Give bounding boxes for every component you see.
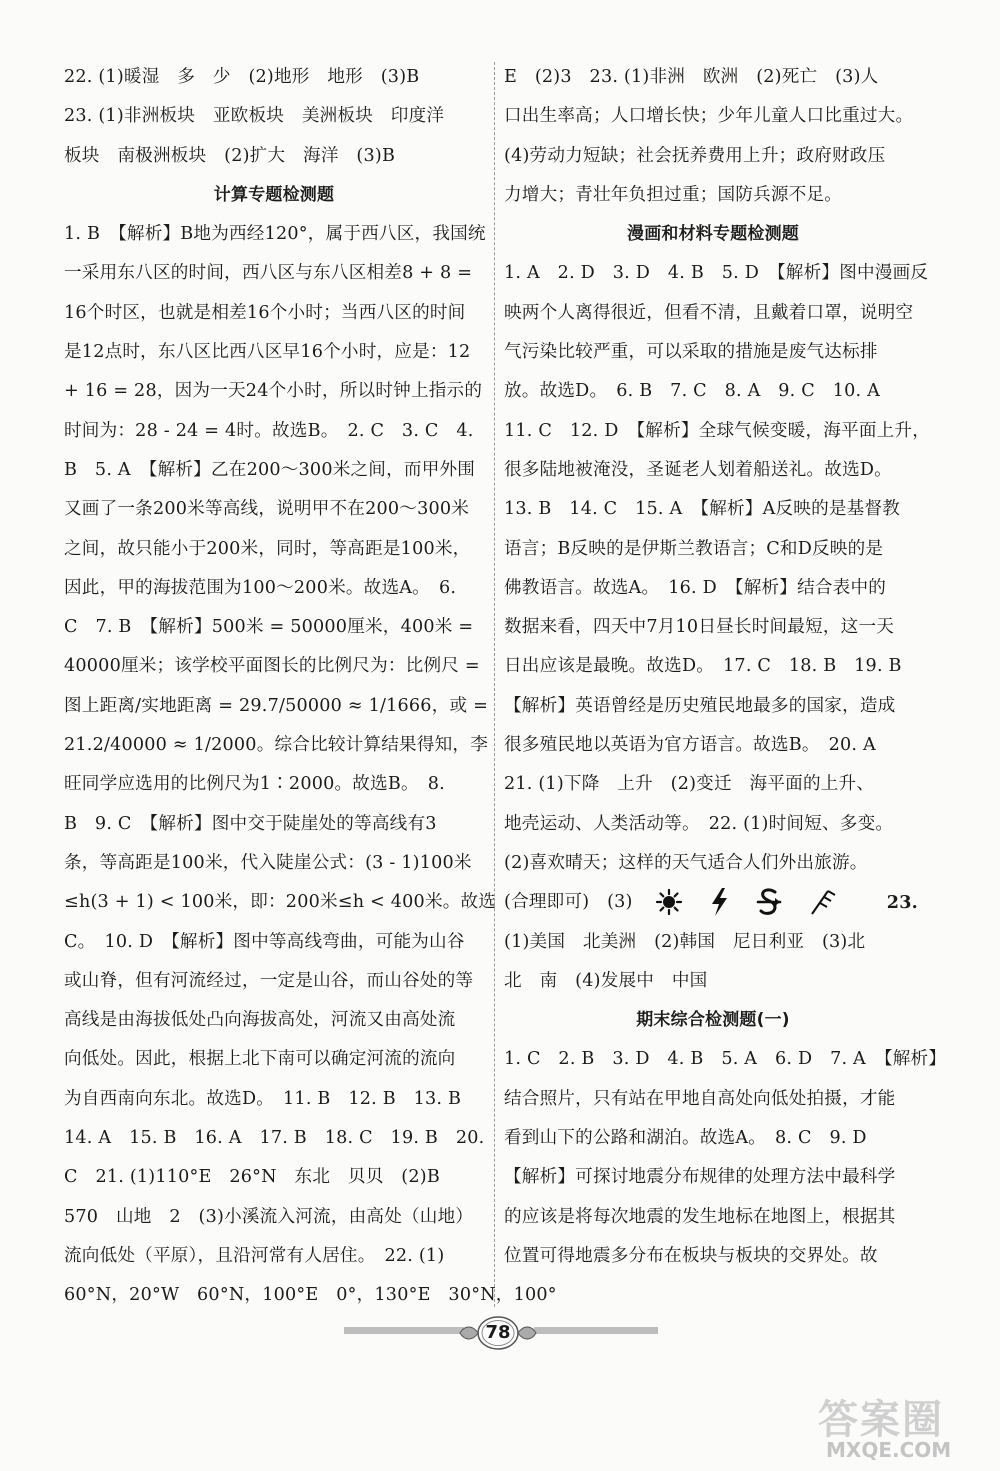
watermark-logo: 答案圈 (818, 1397, 944, 1443)
watermark-url: MXQE.COM (826, 1438, 952, 1462)
text-line: 放。故选D。 6. B 7. C 8. A 9. C 10. A (504, 381, 880, 402)
column-divider (494, 62, 495, 1307)
text-line: 又画了一条200米等高线，说明甲不在200～300米 (64, 499, 470, 520)
weather-symbols-line (504, 883, 922, 922)
text-line: E (2)3 23. (1)非洲 欧洲 (2)死亡 (3)人 (504, 67, 879, 87)
text-line: (2)喜欢晴天；这样的天气适合人们外出旅游。 (504, 852, 868, 873)
text-line: 北 南 (4)发展中 中国 (504, 970, 708, 991)
sandstorm-icon (756, 887, 782, 917)
footer-bar-left (344, 1327, 464, 1334)
text-line: 很多殖民地以英语为官方语言。故选B。 20. A (504, 735, 876, 756)
text-line: 很多陆地被淹没，圣诞老人划着船送礼。故选D。 (504, 459, 892, 480)
text-line: 是12点时，东八区比西八区早16个小时，应是：12 (64, 342, 471, 363)
text-line: 或山脊，但有河流经过，一定是山谷，而山谷处的等 (64, 970, 474, 991)
text-line: 570 山地 2 (3)小溪流入河流，由高处（山地） (64, 1206, 474, 1227)
text-line: 位置可得地震多分布在板块与板块的交界处。故 (504, 1245, 878, 1266)
text-line: C 21. (1)110°E 26°N 东北 贝贝 (2)B (64, 1167, 440, 1188)
left-column (64, 58, 557, 1316)
text-line: 板块 南极洲板块 (2)扩大 海洋 (3)B (64, 145, 396, 166)
text-line: 地壳运动、人类活动等。 22. (1)时间短、多变。 (504, 813, 894, 834)
page-number: 78 (485, 1322, 511, 1343)
weather-symbols (656, 887, 836, 917)
text-line: ≤h(3 + 1) < 100米，即：200米≤h < 400米。故选 (64, 892, 497, 913)
watermark (818, 1388, 988, 1468)
text-line: + 16 = 28，因为一天24个小时，所以时钟上指示的 (64, 381, 483, 402)
wind-level-icon (808, 888, 836, 916)
text-line: 高线是由海拔低处凸向海拔高处，河流又由高处流 (64, 1010, 456, 1031)
footer-bar-right (534, 1327, 658, 1334)
text-line: 21. (1)下降 上升 (2)变迁 海平面的上升、 (504, 774, 875, 795)
text-line: 1. A 2. D 3. D 4. B 5. D 【解析】图中漫画反 (504, 263, 929, 284)
text-line: 向低处。因此，根据上北下南可以确定河流的流向 (64, 1049, 456, 1070)
text-line: 1. B 【解析】B地为西经120°，属于西八区，我国统 (64, 224, 486, 245)
question-number: 23. (886, 892, 918, 914)
text-line: C。 10. D 【解析】图中等高线弯曲，可能为山谷 (64, 931, 465, 952)
text-line: 气污染比较严重，可以采取的措施是废气达标排 (504, 342, 878, 363)
text-line: (4)劳动力短缺；社会抚养费用上升；政府财政压 (504, 145, 886, 166)
text-line: 【解析】英语曾经是历史殖民地最多的国家，造成 (504, 695, 896, 716)
text-line: 条，等高距是100米，代入陡崖公式：(3 - 1)100米 (64, 852, 472, 873)
text-line: 14. A 15. B 16. A 17. B 18. C 19. B 20. (64, 1128, 485, 1149)
text-line: 11. C 12. D 【解析】全球气候变暖，海平面上升， (504, 420, 930, 441)
section-heading-final-exam-1: 期末综合检测题(一) (636, 1010, 790, 1031)
right-column (504, 58, 947, 1276)
section-heading-calculation: 计算专题检测题 (213, 184, 335, 205)
text-line: 看到山下的公路和湖泊。故选A。 8. C 9. D (504, 1128, 867, 1149)
text-line: 13. B 14. C 15. A 【解析】A反映的是基督教 (504, 499, 901, 520)
text-line: C 7. B 【解析】500米 = 50000厘米，400米 = (64, 617, 474, 638)
text-line: 1. C 2. B 3. D 4. B 5. A 6. D 7. A 【解析】 (504, 1049, 947, 1070)
sunny-icon (656, 889, 682, 915)
text-line: 流向低处（平原），且沿河常有人居住。 22. (1) (64, 1245, 445, 1266)
text-line: 为自西南向东北。故选D。 11. B 12. B 13. B (64, 1088, 462, 1109)
page-number-badge (458, 1314, 538, 1352)
text-line: 21.2/40000 ≈ 1/2000。综合比较计算结果得知，李 (64, 735, 489, 756)
text-line: 因此，甲的海拔范围为100～200米。故选A。 6. (64, 577, 457, 598)
text-line: 16个时区，也就是相差16个小时；当西八区的时间 (64, 302, 466, 323)
text-line: (1)美国 北美洲 (2)韩国 尼日利亚 (3)北 (504, 931, 866, 952)
text-line: 旺同学应选用的比例尺为1∶2000。故选B。 8. (64, 774, 445, 795)
text-line: 语言；B反映的是伊斯兰教语言；C和D反映的是 (504, 538, 884, 559)
text-line: 40000厘米；该学校平面图长的比例尺为：比例尺 = (64, 656, 480, 677)
text-line: 22. (1)暖湿 多 少 (2)地形 地形 (3)B (64, 67, 420, 87)
text-line: 【解析】可探讨地震分布规律的处理方法中最科学 (504, 1167, 896, 1188)
text-line: 日出应该是最晚。故选D。 17. C 18. B 19. B (504, 656, 902, 677)
page-footer (0, 1314, 1000, 1354)
text-line: 佛教语言。故选A。 16. D 【解析】结合表中的 (504, 577, 887, 598)
thunder-icon (708, 887, 730, 917)
section-heading-comics-materials: 漫画和材料专题检测题 (627, 224, 799, 245)
text-line: 60°N，20°W 60°N，100°E 0°，130°E 30°N，100° (64, 1285, 557, 1306)
text-line: 数据来看，四天中7月10日昼长时间最短，这一天 (504, 617, 895, 638)
text-line: B 9. C 【解析】图中交于陡崖处的等高线有3 (64, 813, 437, 834)
text-line: 之间，故只能小于200米，同时，等高距是100米， (64, 538, 471, 559)
text-line: (合理即可) (3) (504, 892, 633, 913)
text-line: 的应该是将每次地震的发生地标在地图上，根据其 (504, 1206, 896, 1227)
text-line: 映两个人离得很近，但看不清，且戴着口罩，说明空 (504, 302, 914, 323)
text-line: 力增大；青壮年负担过重；国防兵源不足。 (504, 184, 843, 205)
text-line: 23. (1)非洲板块 亚欧板块 美洲板块 印度洋 (64, 106, 445, 127)
text-line: 口出生率高；人口增长快；少年儿童人口比重过大。 (504, 106, 914, 127)
text-line: B 5. A 【解析】乙在200～300米之间，而甲外围 (64, 459, 476, 480)
text-line: 一采用东八区的时间，西八区与东八区相差8 + 8 = (64, 263, 473, 284)
text-line: 结合照片，只有站在甲地自高处向低处拍摄，才能 (504, 1088, 896, 1109)
text-line: 图上距离/实地距离 = 29.7/50000 ≈ 1/1666，或 = (64, 695, 489, 716)
text-line: 时间为：28 - 24 = 4时。故选B。 2. C 3. C 4. (64, 420, 474, 441)
